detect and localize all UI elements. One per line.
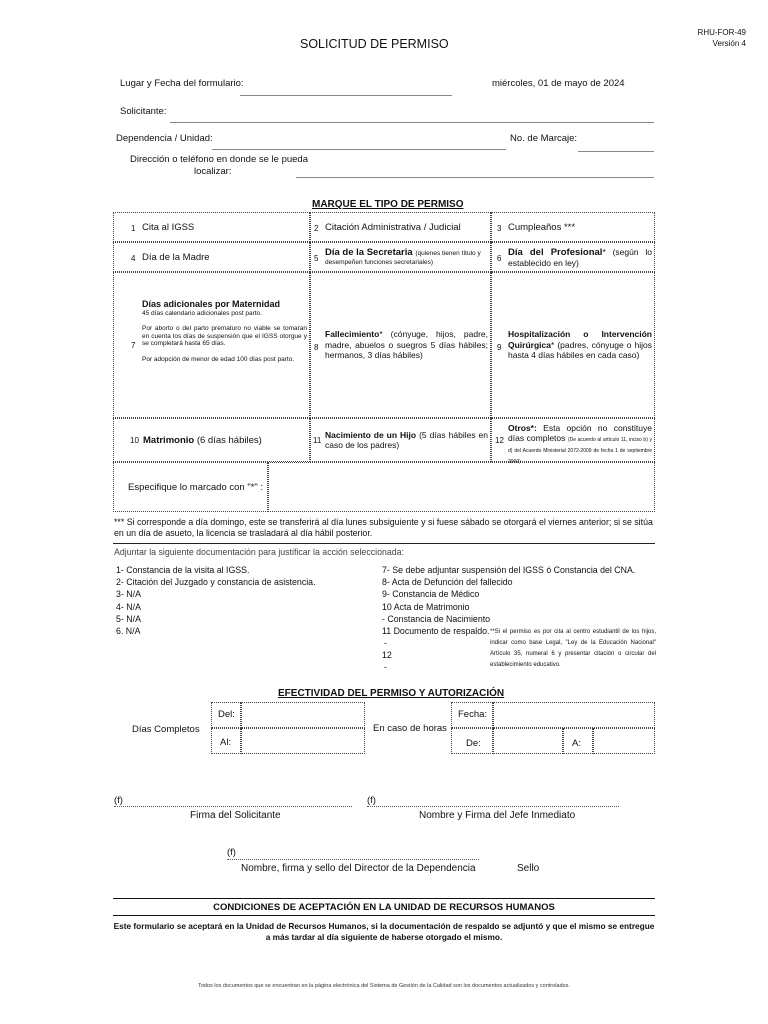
marcaje-line[interactable] [578, 151, 654, 152]
doc-version: Versión 4 [712, 39, 746, 48]
permiso-7-content: Días adicionales por Maternidad 45 días calendario adicionales post parto. Por aborto o del parto prematuro no viable se tomaran en cuenta los días de suspensión que el IGSS otorgue y se completará hasta 65 días. Por adopción de menor de edad 100 días post parto. [142, 299, 307, 363]
doc-code: RHU-FOR-49 [697, 28, 746, 37]
permiso-1-label: Cita al IGSS [142, 222, 195, 233]
especifique-label-cell [113, 462, 268, 512]
firma-solicitante-line[interactable] [114, 806, 352, 807]
permiso-2[interactable]: 2 Citación Administrativa / Judicial [310, 212, 491, 242]
doc-item-8: 8- Acta de Defunción del fallecido [382, 577, 513, 588]
solicitante-line[interactable] [170, 122, 654, 123]
direccion-label-2: localizar: [194, 166, 232, 177]
del-label: Del: [218, 709, 235, 720]
doc-item-5: 5- N/A [116, 613, 141, 624]
en-caso-horas-label: En caso de horas [373, 723, 447, 734]
permiso-6[interactable]: 6 Día del Profesional* (según lo establecido en ley) [491, 242, 655, 272]
permiso-4[interactable]: 4 Día de la Madre [113, 242, 310, 272]
al-label: Al: [220, 737, 232, 748]
permiso-6-label: Día del Profesional* (según lo establecido en ley) [508, 247, 652, 268]
a-field[interactable] [593, 728, 655, 754]
fecha-value: miércoles, 01 de mayo de 2024 [492, 78, 625, 89]
direccion-line[interactable] [296, 177, 654, 178]
domingo-note: *** Si corresponde a día domingo, este se transferirá al día lunes subsiguiente y si fuese sábado se otorgará el viernes anterior; si se sitúa en un día de asueto, la licencia se trasladará al día hábil posterior. [114, 517, 653, 538]
dependencia-line[interactable] [212, 149, 506, 150]
permiso-2-label: Citación Administrativa / Judicial [325, 222, 461, 233]
de-field[interactable] [493, 728, 563, 754]
doc-item-3: 3- N/A [116, 589, 141, 600]
footer-note: Todos los documentos que se encuentran en la página electrónica del Sistema de Gestión de la Calidad son los documentos actualizados y controlados. [198, 983, 570, 989]
permiso-12[interactable]: 12 Otros*: Esta opción no constituye días completos (De acuerdo al artículo 11, inciso b) y d) del Acuerdo Ministerial 2072-2009 de fecha 1 de septiembre 2009) [491, 418, 655, 462]
permiso-4-label: Día de la Madre [142, 252, 210, 263]
efectividad-title: EFECTIVIDAD DEL PERMISO Y AUTORIZACIÓN [278, 688, 505, 699]
doc-item-7: 7- Se debe adjuntar suspensión del IGSS ó Constancia del CNA. [382, 565, 636, 575]
del-field[interactable] [241, 702, 365, 728]
direccion-label-1: Dirección o teléfono en donde se le pueda [130, 154, 308, 165]
doc-item-10: 10 Acta de Matrimonio [382, 601, 470, 612]
f-director: (f) [227, 847, 236, 858]
fecha-field[interactable] [493, 702, 655, 728]
fecha-label: Fecha: [458, 709, 488, 720]
docs-intro: Adjuntar la siguiente documentación para justificar la acción seleccionada: [114, 547, 404, 557]
permiso-5[interactable]: 5 Día de la Secretaria (quienes tienen título y desempeñen funciones secretariales) [310, 242, 491, 272]
firma-solicitante-label: Firma del Solicitante [190, 810, 281, 821]
docs-left-list [116, 564, 316, 637]
firma-jefe-line[interactable] [367, 806, 619, 807]
permiso-10[interactable]: 10 Matrimonio (6 días hábiles) [113, 418, 310, 462]
permiso-8-label: Fallecimiento* (cónyuge, hijos, padre, madre, abuelos o suegros 5 días hábiles; hermanos, 3 días hábiles) [325, 329, 488, 360]
al-field[interactable] [241, 728, 365, 754]
permiso-10-label: Matrimonio (6 días hábiles) [143, 435, 262, 446]
permiso-12-label: Otros*: Esta opción no constituye días completos (De acuerdo al artículo 11, inciso b) y d) del Acuerdo Ministerial 2072-2009 de fecha 1 de septiembre 2009) [508, 423, 652, 465]
permiso-8[interactable]: 8 Fallecimiento* (cónyuge, hijos, padre, madre, abuelos o suegros 5 días hábiles; hermanos, 3 días hábiles) [310, 272, 491, 418]
lugar-line[interactable] [240, 95, 452, 96]
especifique-field[interactable] [268, 462, 655, 512]
especifique-label: Especifique lo marcado con "*" : [128, 482, 264, 493]
permiso-9-label: Hospitalización o Intervención Quirúrgica* (padres, cónyuge o hijos hasta 4 días hábiles en cada caso) [508, 329, 652, 360]
permiso-1[interactable]: 1 Cita al IGSS [113, 212, 310, 242]
solicitante-label: Solicitante: [120, 106, 167, 117]
permiso-9[interactable]: 9 Hospitalización o Intervención Quirúrgica* (padres, cónyuge o hijos hasta 4 días hábiles en cada caso) [491, 272, 655, 418]
permiso-3[interactable]: 3 Cumpleaños *** [491, 212, 655, 242]
permiso-11[interactable]: 11 Nacimiento de un Hijo (5 días hábiles en caso de los padres) [310, 418, 491, 462]
doc-item-10b: - Constancia de Nacimiento [382, 613, 491, 624]
firma-director-line[interactable] [227, 859, 479, 860]
docs-right-list: 7- Se debe adjuntar suspensión del IGSS ó Constancia del CNA. 8- Acta de Defunción del fallecido 9- Constancia de Médico 10 Acta de Matrimonio - Constancia de Nacimiento 11 Documento de respaldo. - 12 **Si el permiso es por cita al centro estudiantil de los hijos, indicar como base Legal, "Ley de la Educación Nacional" Artículo 35, numeral 6 y presentar citación o circular del establecimiento educativo. - [382, 565, 656, 673]
doc-item-2: 2- Citación del Juzgado y constancia de asistencia. [116, 577, 316, 588]
condiciones-title: CONDICIONES DE ACEPTACIÓN EN LA UNIDAD DE RECURSOS HUMANOS [213, 902, 555, 913]
doc-item-6: 6. N/A [116, 626, 141, 637]
doc-item-4: 4- N/A [116, 601, 141, 612]
note-divider [113, 543, 655, 544]
sello-label: Sello [517, 863, 540, 874]
permiso-3-label: Cumpleaños *** [508, 222, 576, 233]
de-label: De: [466, 738, 481, 749]
doc-code-block [698, 27, 746, 49]
firma-jefe-label: Nombre y Firma del Jefe Inmediato [419, 810, 576, 821]
permisos-title: MARQUE EL TIPO DE PERMISO [312, 199, 464, 210]
condiciones-bottom-rule [113, 915, 655, 916]
doc-item-9: 9- Constancia de Médico [382, 589, 480, 600]
permiso-5-label: Día de la Secretaria (quienes tienen título y desempeñen funciones secretariales) [325, 247, 481, 267]
lugar-fecha-label: Lugar y Fecha del formulario: [120, 78, 244, 89]
dependencia-label: Dependencia / Unidad: [116, 133, 213, 144]
condiciones-top-rule [113, 898, 655, 899]
permiso-7[interactable]: 7 Días adicionales por Maternidad 45 días calendario adicionales post parto. Por aborto o del parto prematuro no viable se tomaran en cuenta los días de suspensión que el IGSS otorgue y se completará hasta 65 días. Por adopción de menor de edad 100 días post parto. [113, 272, 310, 418]
a-label: A: [572, 738, 581, 749]
doc-item-1: 1- Constancia de la visita al IGSS. [116, 565, 250, 575]
firma-director-label: Nombre, firma y sello del Director de la Dependencia [241, 863, 476, 874]
dias-completos-label: Días Completos [132, 724, 200, 735]
doc-item-11: 11 Documento de respaldo. - 12 **Si el permiso es por cita al centro estudiantil de los hijos, indicar como base Legal, "Ley de la Educación Nacional" Artículo 35, numeral 6 y presentar citación o circular del establecimiento educativo. [382, 625, 658, 661]
permiso-11-label: Nacimiento de un Hijo (5 días hábiles en caso de los padres) [325, 430, 488, 450]
f-solicitante: (f) [114, 795, 123, 806]
marcaje-label: No. de Marcaje: [510, 133, 578, 144]
condiciones-text: Este formulario se aceptará en la Unidad de Recursos Humanos, si la documentación de respaldo se adjuntó y que el mismo se entregue a más tardar al día siguiente de haberse otorgado el mismo. [113, 921, 655, 942]
doc-item-11-note: **Si el permiso es por cita al centro estudiantil de los hijos, indicar como base Legal, "Ley de la Educación Nacional" Artículo 35, numeral 6 y presentar citación o circular del establecimiento educativo. [490, 629, 656, 669]
f-jefe: (f) [367, 795, 376, 806]
form-title: SOLICITUD DE PERMISO [300, 37, 449, 51]
